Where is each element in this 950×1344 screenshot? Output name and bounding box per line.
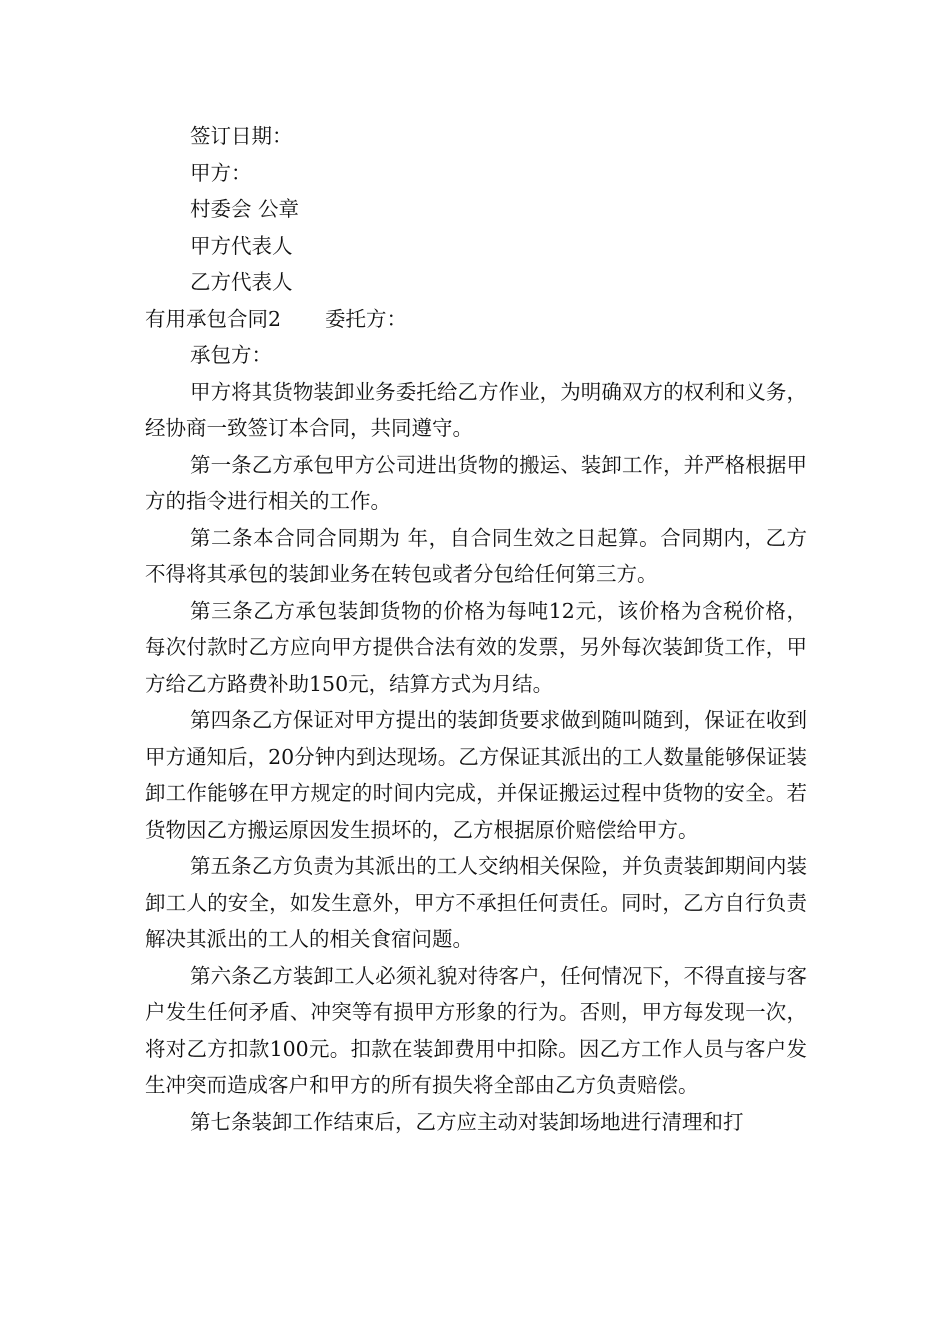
section-title-line	[145, 301, 807, 338]
paragraph-article-1: 第一条乙方承包甲方公司进出货物的搬运、装卸工作，并严格根据甲方的指令进行相关的工作。	[145, 452, 807, 513]
contractor-label: 承包方：	[190, 343, 272, 367]
paragraph-intro: 甲方将其货物装卸业务委托给乙方作业，为明确双方的权利和义务，经协商一致签订本合同，共同遵守。	[145, 379, 807, 440]
paragraph-article-4: 第四条乙方保证对甲方提出的装卸货要求做到随叫随到，保证在收到甲方通知后，20分钟内到达现场。乙方保证其派出的工人数量能够保证装卸工作能够在甲方规定的时间内完成，并保证搬运过程中货物的安全。若货物因乙方搬运原因发生损坏的，乙方根据原价赔偿给甲方。	[145, 708, 807, 842]
paragraph-article-5: 第五条乙方负责为其派出的工人交纳相关保险，并负责装卸期间内装卸工人的安全，如发生意外，甲方不承担任何责任。同时，乙方自行负责解决其派出的工人的相关食宿问题。	[145, 854, 807, 951]
delegator-label: 委托方：	[325, 306, 408, 331]
village-seal-line: 村委会 公章	[190, 197, 300, 221]
contract-body	[145, 118, 807, 1140]
party-b-representative-line: 乙方代表人	[190, 270, 293, 294]
section-title: 有用承包合同2	[145, 306, 282, 331]
paragraph-article-7: 第七条装卸工作结束后，乙方应主动对装卸场地进行清理和打	[190, 1109, 744, 1134]
signing-date-line: 签订日期：	[190, 124, 293, 148]
paragraph-article-3: 第三条乙方承包装卸货物的价格为每吨12元，该价格为含税价格，每次付款时乙方应向甲方提供合法有效的发票，另外每次装卸货工作，甲方给乙方路费补助150元，结算方式为月结。	[145, 598, 807, 696]
paragraph-article-2: 第二条本合同合同期为 年，自合同生效之日起算。合同期内，乙方不得将其承包的装卸业务在转包或者分包给任何第三方。	[145, 525, 807, 586]
party-a-line: 甲方：	[190, 160, 252, 185]
party-a-representative-line: 甲方代表人	[190, 233, 293, 258]
paragraph-article-6: 第六条乙方装卸工人必须礼貌对待客户，任何情况下，不得直接与客户发生任何矛盾、冲突等有损甲方形象的行为。否则，甲方每发现一次，将对乙方扣款100元。扣款在装卸费用中扣除。因乙方工作人员与客户发生冲突而造成客户和甲方的所有损失将全部由乙方负责赔偿。	[145, 963, 807, 1097]
